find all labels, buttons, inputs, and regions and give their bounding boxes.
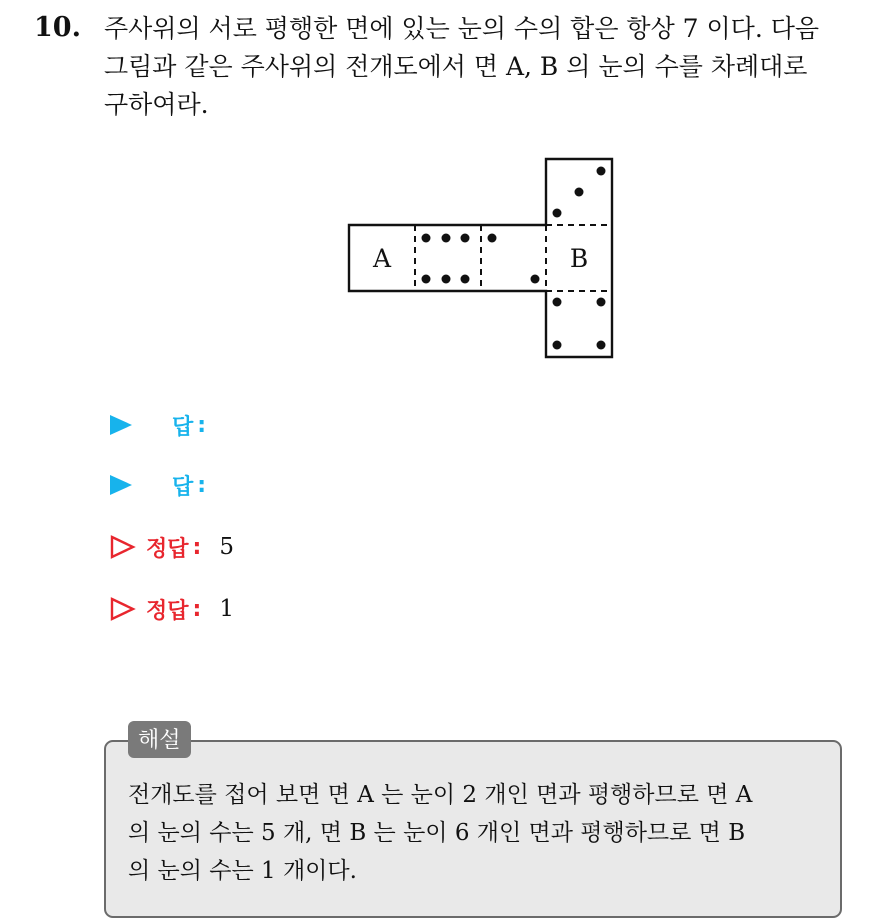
face-b-label: B bbox=[569, 244, 589, 273]
correct-label: 정답 bbox=[146, 598, 189, 624]
explanation-text bbox=[128, 776, 828, 890]
correct-label: 정답 bbox=[146, 536, 189, 562]
correct-colon: : bbox=[192, 596, 202, 622]
explanation-line: 의 눈의 수는 5 개, 면 B 는 눈이 6 개인 면과 평행하므로 면 B bbox=[128, 820, 746, 846]
outline-triangle-icon bbox=[110, 535, 136, 559]
pip bbox=[597, 341, 606, 350]
answer-label: 답 bbox=[172, 474, 194, 500]
pip bbox=[575, 188, 584, 197]
pip bbox=[442, 275, 451, 284]
pip bbox=[442, 234, 451, 243]
answer-colon: : bbox=[197, 412, 207, 438]
correct-answer-row bbox=[110, 530, 234, 564]
pip bbox=[597, 167, 606, 176]
correct-value: 1 bbox=[219, 596, 234, 622]
question-text bbox=[104, 10, 864, 124]
explanation-line: 전개도를 접어 보면 면 A 는 눈이 2 개인 면과 평행하므로 면 A bbox=[128, 782, 753, 808]
pip bbox=[461, 275, 470, 284]
pip bbox=[422, 275, 431, 284]
answer-row bbox=[110, 468, 224, 502]
play-triangle-icon bbox=[110, 415, 132, 435]
pip bbox=[553, 341, 562, 350]
pip bbox=[553, 209, 562, 218]
pip bbox=[597, 298, 606, 307]
play-triangle-icon bbox=[110, 475, 132, 495]
pip bbox=[422, 234, 431, 243]
correct-answer-row bbox=[110, 592, 234, 626]
explanation-line: 의 눈의 수는 1 개이다. bbox=[128, 858, 357, 884]
answer-colon: : bbox=[197, 472, 207, 498]
question-line: 그림과 같은 주사위의 전개도에서 면 A, B 의 눈의 수를 차례대로 bbox=[104, 52, 808, 81]
pip bbox=[488, 234, 497, 243]
dice-net-figure bbox=[340, 150, 620, 362]
outline-triangle-icon bbox=[110, 597, 136, 621]
answer-row bbox=[110, 408, 224, 442]
explanation-tag: 해설 bbox=[128, 721, 191, 758]
answer-label: 답 bbox=[172, 414, 194, 440]
question-number: 10. bbox=[34, 12, 81, 43]
question-line: 구하여라. bbox=[104, 90, 209, 119]
question-line: 주사위의 서로 평행한 면에 있는 눈의 수의 합은 항상 7 이다. 다음 bbox=[104, 14, 820, 43]
correct-colon: : bbox=[192, 534, 202, 560]
pip bbox=[461, 234, 470, 243]
pip bbox=[553, 298, 562, 307]
correct-value: 5 bbox=[219, 534, 234, 560]
pip bbox=[531, 275, 540, 284]
face-a-label: A bbox=[372, 244, 392, 273]
